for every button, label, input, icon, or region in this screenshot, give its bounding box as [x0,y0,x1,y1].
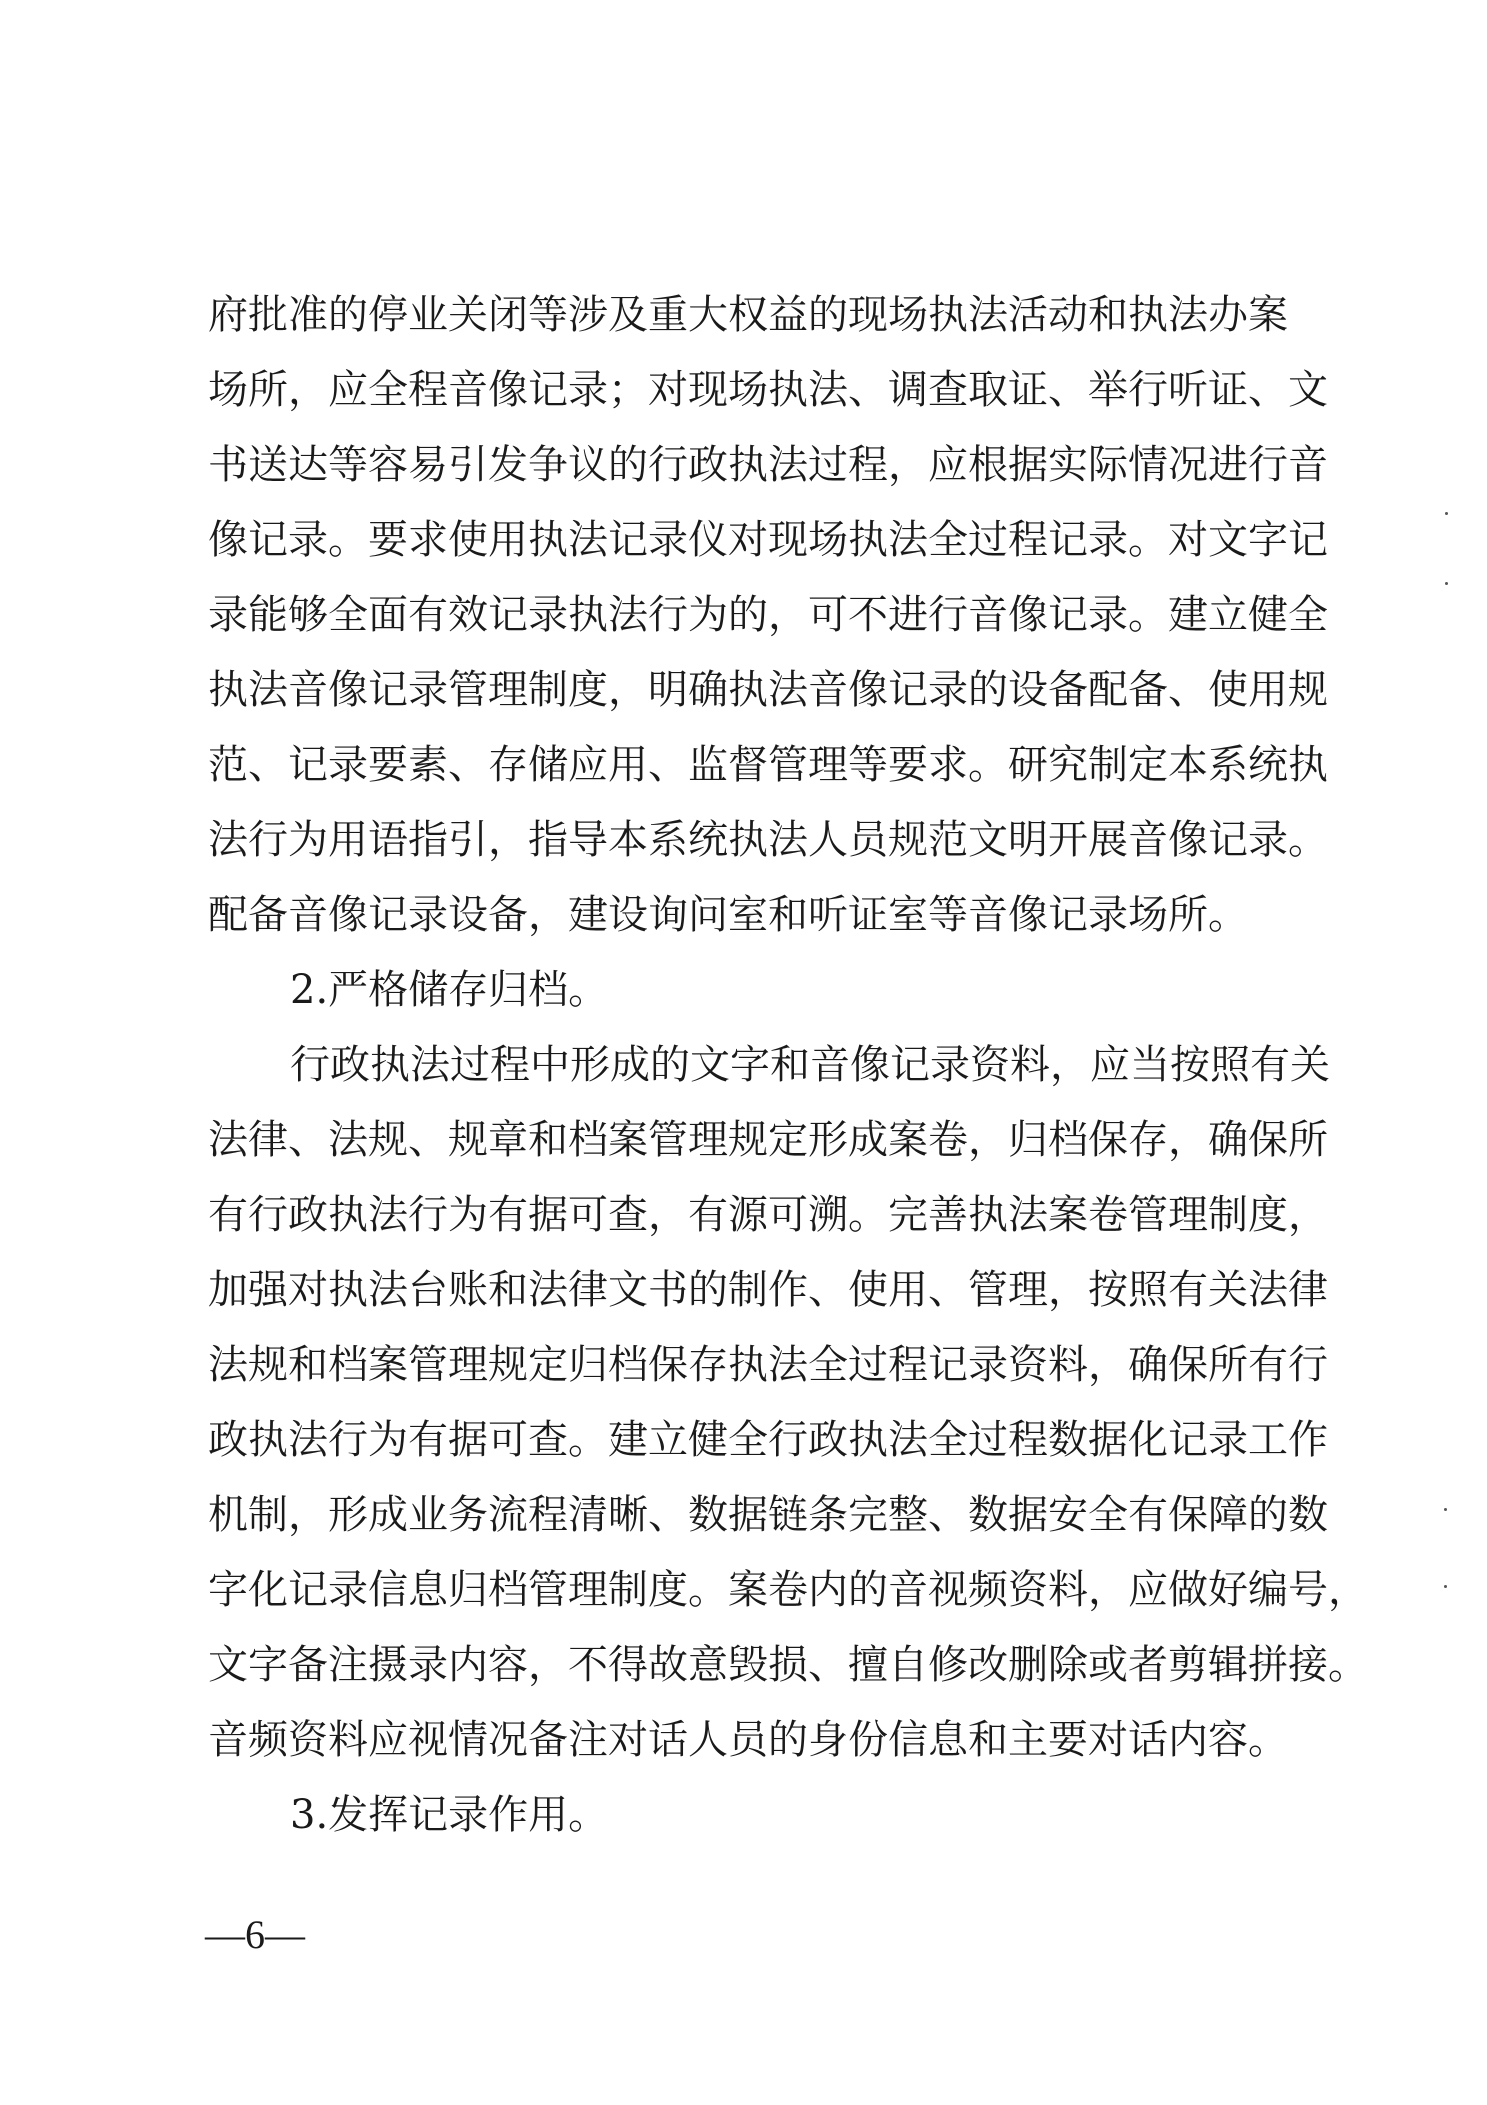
paragraph-line: 执法音像记录管理制度，明确执法音像记录的设备配备、使用规 [208,667,1328,713]
paragraph-line: 政执法行为有据可查。建立健全行政执法全过程数据化记录工作 [208,1417,1328,1463]
paragraph-line: 文字备注摄录内容，不得故意毁损、擅自修改删除或者剪辑拼接。 [208,1642,1368,1688]
section-heading-3: 3.发挥记录作用。 [290,1792,609,1838]
paragraph-line: 机制，形成业务流程清晰、数据链条完整、数据安全有保障的数 [208,1492,1328,1538]
paragraph-line: 法律、法规、规章和档案管理规定形成案卷，归档保存，确保所 [208,1117,1328,1163]
paragraph-line: 行政执法过程中形成的文字和音像记录资料，应当按照有关 [290,1042,1330,1088]
paragraph-line: 府批准的停业关闭等涉及重大权益的现场执法活动和执法办案 [208,292,1288,338]
scan-speck [1444,1508,1447,1511]
paragraph-line: 法规和档案管理规定归档保存执法全过程记录资料，确保所有行 [208,1342,1328,1388]
paragraph-line: 场所，应全程音像记录；对现场执法、调查取证、举行听证、文 [208,367,1328,413]
paragraph-line: 有行政执法行为有据可查，有源可溯。完善执法案卷管理制度， [208,1192,1328,1238]
paragraph-line: 音频资料应视情况备注对话人员的身份信息和主要对话内容。 [208,1717,1288,1763]
scan-speck [1445,512,1448,515]
paragraph-line: 书送达等容易引发争议的行政执法过程，应根据实际情况进行音 [208,442,1328,488]
paragraph-line: 像记录。要求使用执法记录仪对现场执法全过程记录。对文字记 [208,517,1328,563]
scan-speck [1445,582,1448,585]
paragraph-line: 配备音像记录设备，建设询问室和听证室等音像记录场所。 [208,892,1248,938]
scan-speck [1444,1585,1447,1588]
paragraph-line: 范、记录要素、存储应用、监督管理等要求。研究制定本系统执 [208,742,1328,788]
paragraph-line: 录能够全面有效记录执法行为的，可不进行音像记录。建立健全 [208,592,1328,638]
paragraph-line: 法行为用语指引，指导本系统执法人员规范文明开展音像记录。 [208,817,1328,863]
section-heading-2: 2.严格储存归档。 [290,967,609,1013]
paragraph-line: 字化记录信息归档管理制度。案卷内的音视频资料，应做好编号， [208,1567,1368,1613]
paragraph-line: 加强对执法台账和法律文书的制作、使用、管理，按照有关法律 [208,1267,1328,1313]
page-number: —6— [205,1912,305,1957]
